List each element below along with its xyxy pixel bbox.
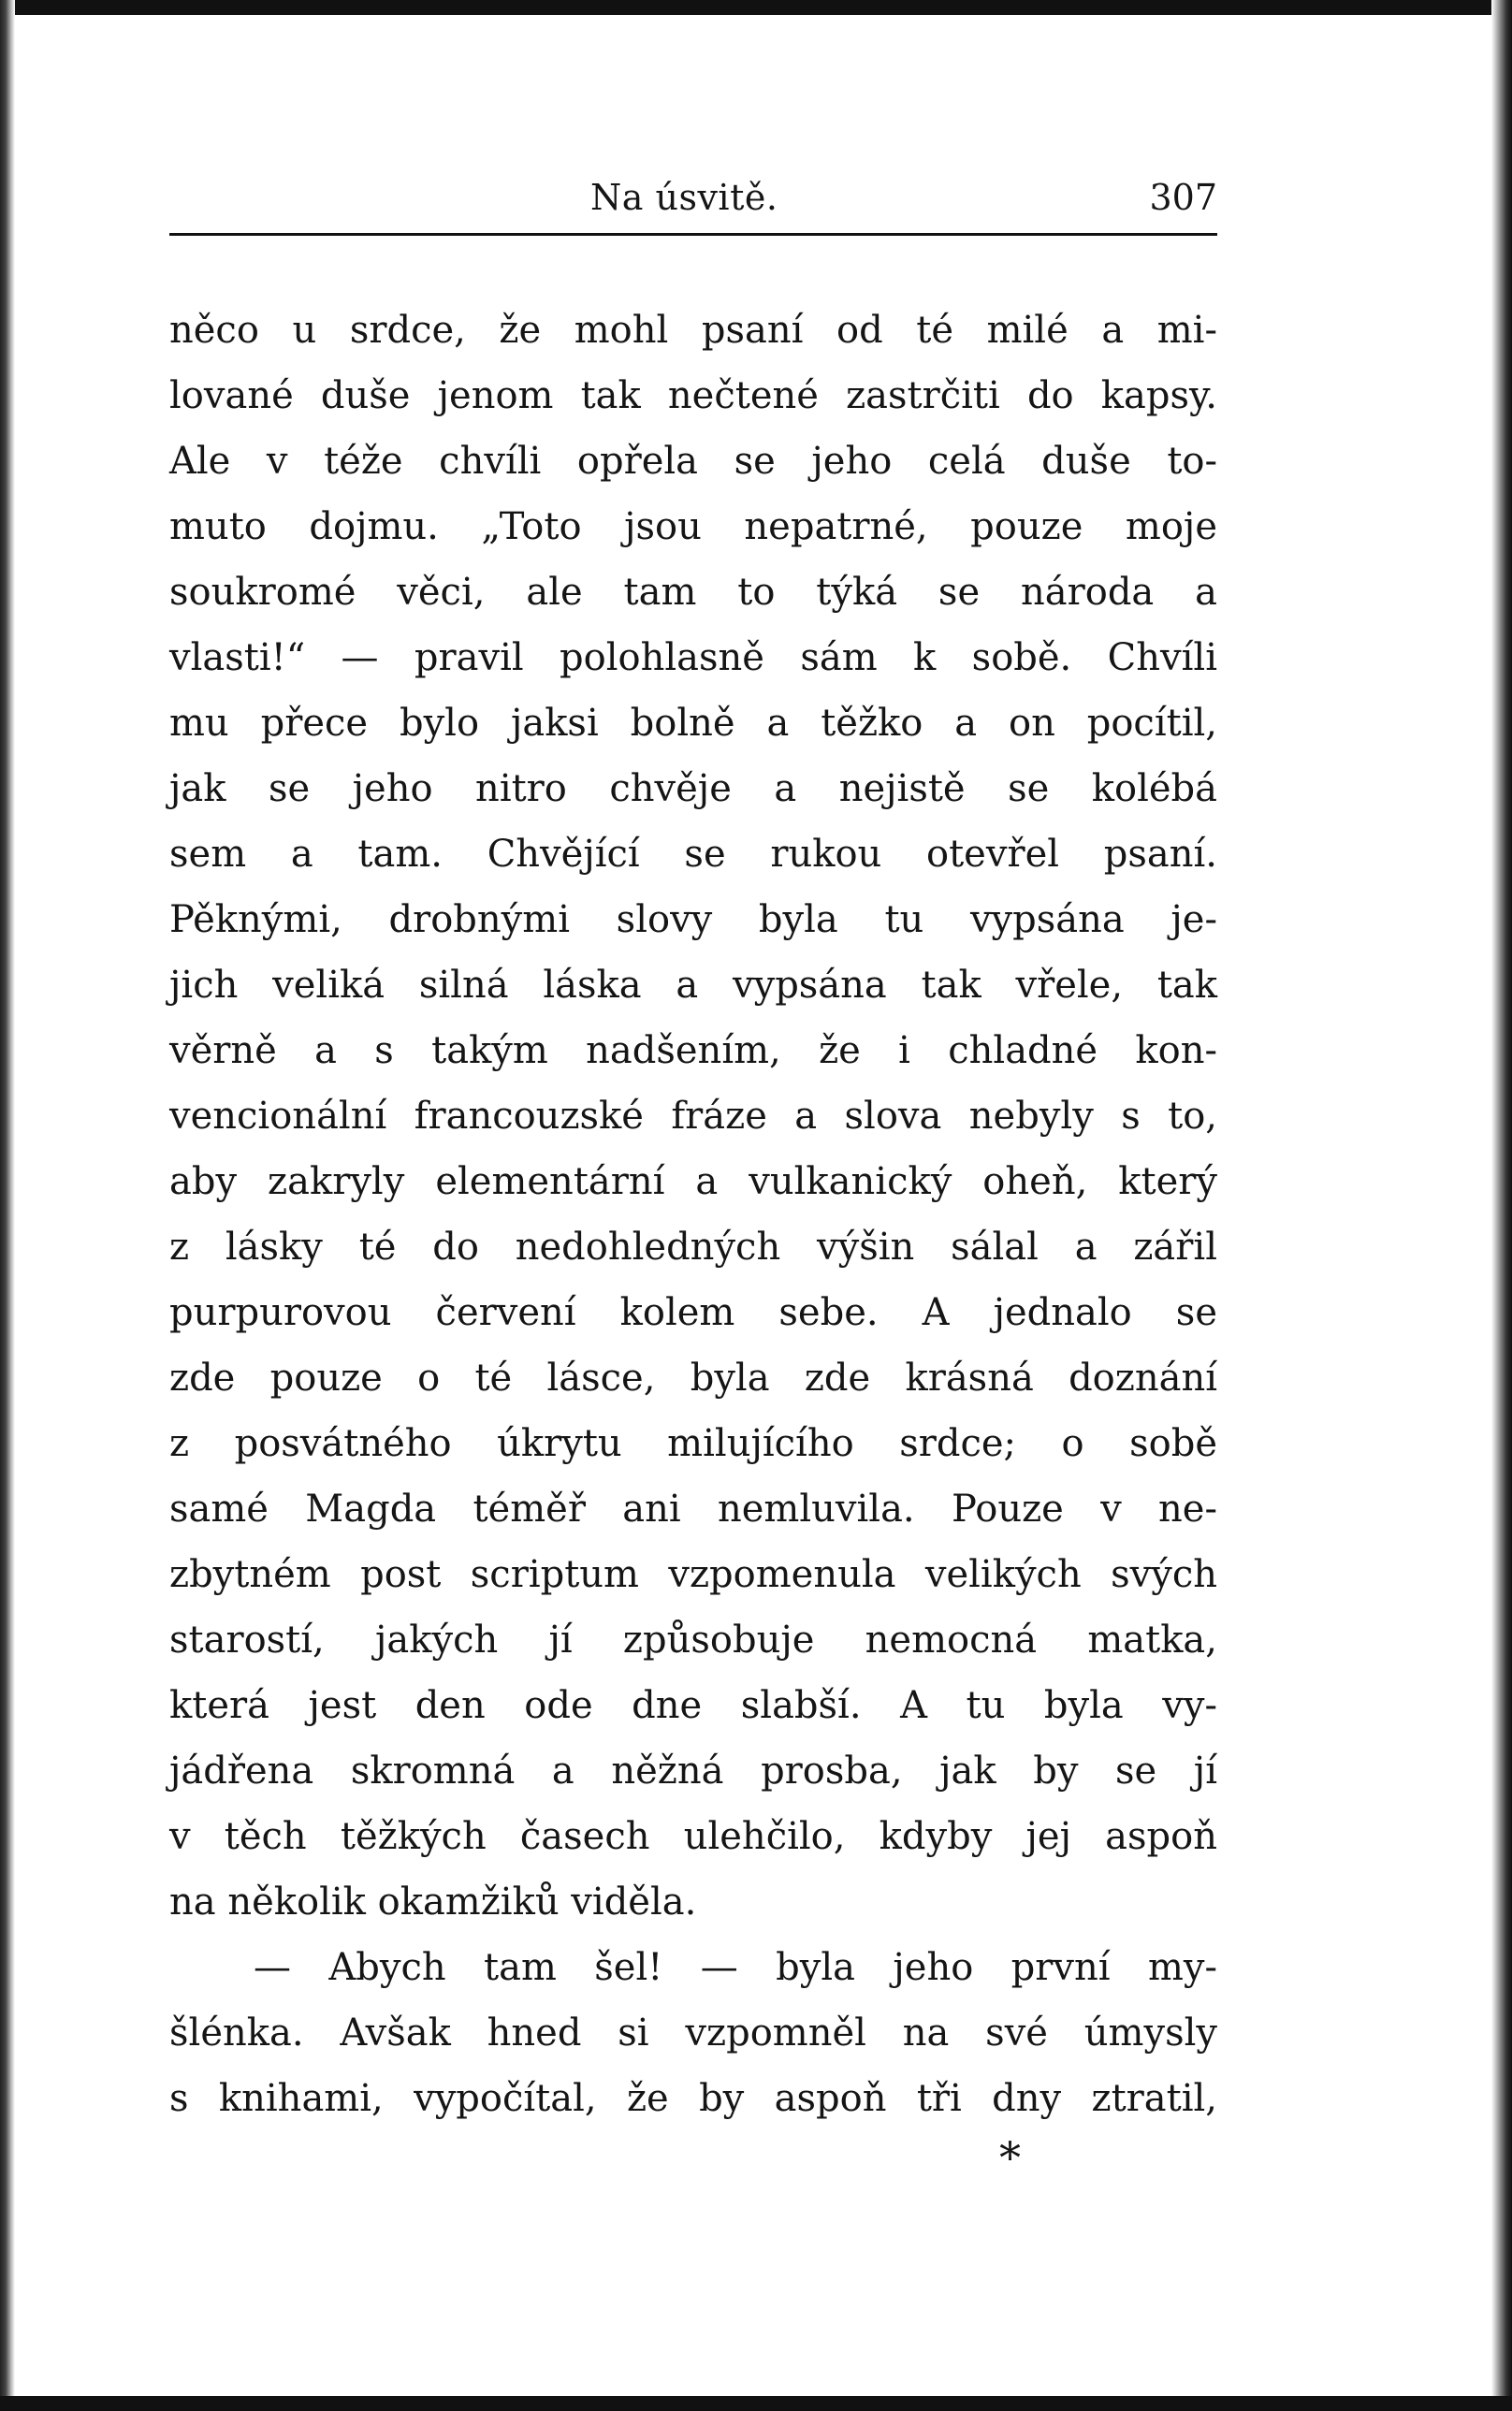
text-line: v těch těžkých časech ulehčilo, kdyby jej aspoň bbox=[169, 1815, 1217, 1858]
text-line: Pěknými, drobnými slovy byla tu vypsána je- bbox=[169, 898, 1217, 941]
text-line: něco u srdce, že mohl psaní od té milé a mi- bbox=[169, 309, 1217, 352]
text-line: lované duše jenom tak nečtené zastrčiti do kapsy. bbox=[169, 374, 1217, 417]
page-number: 307 bbox=[1149, 177, 1217, 218]
body-text bbox=[169, 298, 1217, 2131]
text-line: mu přece bylo jaksi bolně a těžko a on pocítil, bbox=[169, 702, 1217, 745]
signature-mark: * bbox=[999, 2132, 1021, 2183]
text-line: jádřena skromná a něžná prosba, jak by se jí bbox=[169, 1750, 1217, 1793]
text-line: starostí, jakých jí způsobuje nemocná matka, bbox=[169, 1619, 1217, 1662]
text-line: Ale v téže chvíli opřela se jeho celá duše to- bbox=[169, 440, 1217, 483]
text-line: která jest den ode dne slabší. A tu byla vy- bbox=[169, 1684, 1217, 1727]
text-line: soukromé věci, ale tam to týká se národa a bbox=[169, 571, 1217, 614]
text-line: z posvátného úkrytu milujícího srdce; o sobě bbox=[169, 1422, 1217, 1465]
text-line: jich veliká silná láska a vypsána tak vřele, tak bbox=[169, 964, 1217, 1007]
text-line: šlénka. Avšak hned si vzpomněl na své úmysly bbox=[169, 2012, 1217, 2055]
text-line: z lásky té do nedohledných výšin sálal a zářil bbox=[169, 1226, 1217, 1269]
text-line: věrně a s takým nadšením, že i chladné kon- bbox=[169, 1029, 1217, 1072]
text-line: zbytném post scriptum vzpomenula velikých svých bbox=[169, 1553, 1217, 1596]
running-head: Na úsvitě. bbox=[590, 177, 778, 218]
text-line: — Abych tam šel! — byla jeho první my- bbox=[254, 1946, 1217, 1989]
text-line: zde pouze o té lásce, byla zde krásná doznání bbox=[169, 1357, 1217, 1400]
page-header bbox=[169, 171, 1217, 224]
text-line: s knihami, vypočítal, že by aspoň tři dny ztratil, bbox=[169, 2077, 1217, 2120]
text-line: jak se jeho nitro chvěje a nejistě se kolébá bbox=[169, 767, 1217, 810]
text-line: muto dojmu. „Toto jsou nepatrné, pouze moje bbox=[169, 505, 1217, 548]
text-line: sem a tam. Chvějící se rukou otevřel psaní. bbox=[169, 833, 1217, 876]
text-line: vencionální francouzské fráze a slova nebyly s to, bbox=[169, 1095, 1217, 1138]
text-line: na několik okamžiků viděla. bbox=[169, 1881, 697, 1924]
text-line: samé Magda téměř ani nemluvila. Pouze v ne- bbox=[169, 1488, 1217, 1531]
text-line: purpurovou červení kolem sebe. A jednalo se bbox=[169, 1291, 1217, 1334]
header-rule bbox=[169, 233, 1217, 236]
text-line: aby zakryly elementární a vulkanický oheň, který bbox=[169, 1160, 1217, 1203]
text-line: vlasti!“ — pravil polohlasně sám k sobě. Chvíli bbox=[169, 636, 1217, 679]
